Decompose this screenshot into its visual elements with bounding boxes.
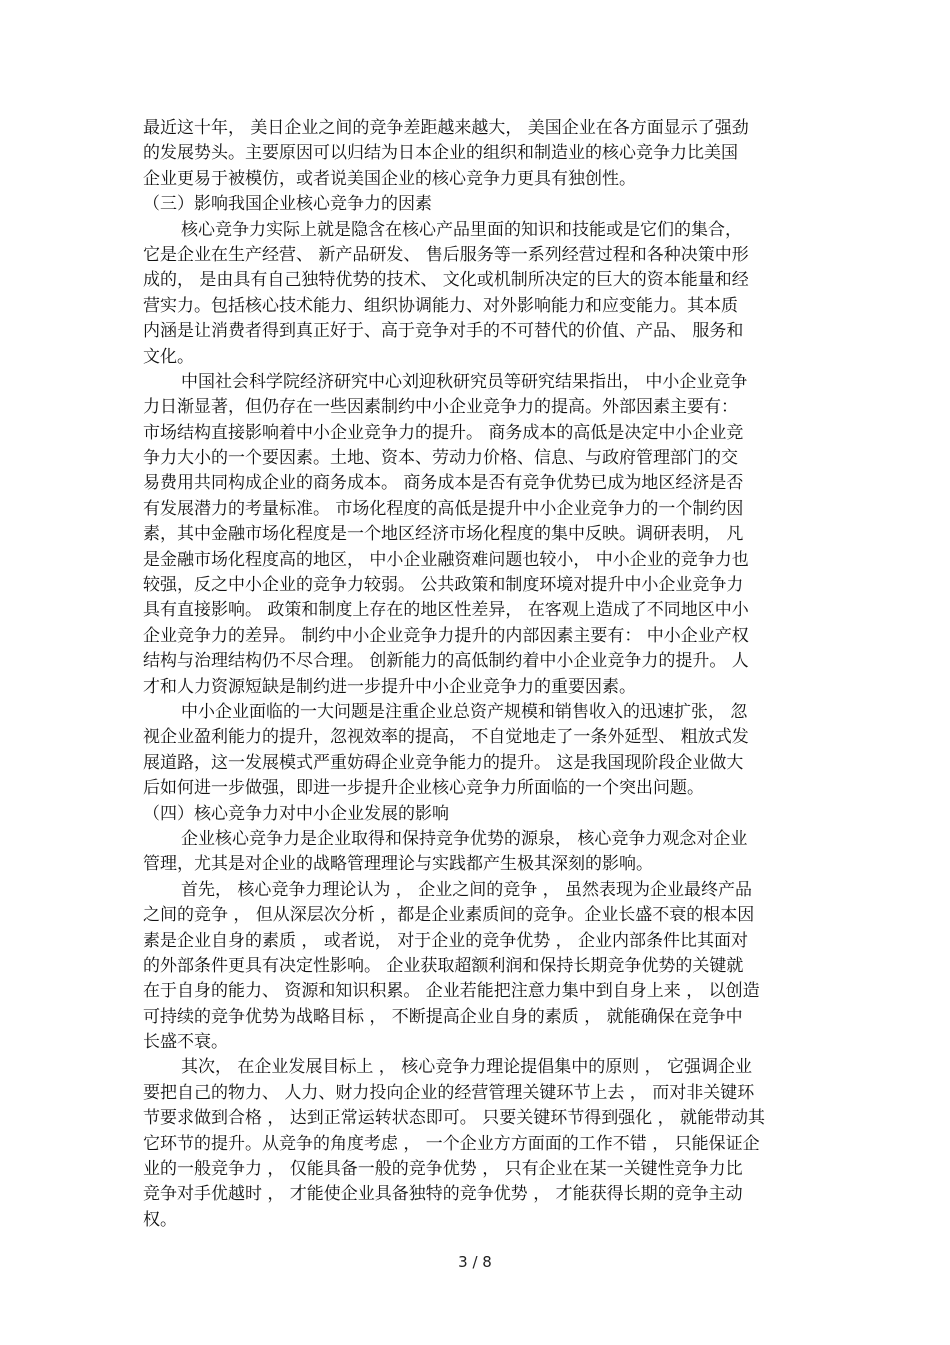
text-line: 市场结构直接影响着中小企业竞争力的提升。 商务成本的高低是决定中小企业竞 — [143, 422, 744, 443]
text-line: （四）核心竞争力对中小企业发展的影响 — [143, 803, 449, 824]
text-line: 展道路，这一发展模式严重妨碍企业竞争能力的提升。 这是我国现阶段企业做大 — [143, 752, 744, 773]
text-line: （三）影响我国企业核心竞争力的因素 — [143, 194, 432, 215]
text-line: 企业核心竞争力是企业取得和保持竞争优势的源泉， 核心竞争力观念对企业 — [181, 828, 748, 849]
text-line: 视企业盈利能力的提升，忽视效率的提高， 不自觉地走了一条外延型、 粗放式发 — [143, 727, 749, 748]
text-line: 要把自己的物力、 人力、财力投向企业的经营管理关键环节上去 ， 而对非关键环 — [143, 1082, 755, 1103]
text-line: 后如何进一步做强，即进一步提升企业核心竞争力所面临的一个突出问题。 — [143, 778, 704, 799]
document-body — [143, 116, 808, 1233]
text-line: 它环节的提升。从竞争的角度考虑 ， 一个企业方方面面的工作不错 ， 只能保证企 — [143, 1133, 760, 1154]
text-line: 企业更易于被模仿，或者说美国企业的核心竞争力更具有独创性。 — [143, 168, 636, 189]
text-line: 其次， 在企业发展目标上 ， 核心竞争力理论提倡集中的原则 ， 它强调企业 — [181, 1057, 753, 1078]
text-line: 的发展势头。主要原因可以归结为日本企业的组织和制造业的核心竞争力比美国 — [143, 143, 738, 164]
text-line: 竞争对手优越时 ， 才能使企业具备独特的竞争优势 ， 才能获得长期的竞争主动 — [143, 1184, 743, 1205]
text-line: 中小企业面临的一大问题是注重企业总资产规模和销售收入的迅速扩张， 忽 — [181, 701, 748, 722]
text-line: 在于自身的能力、 资源和知识积累。 企业若能把注意力集中到自身上来 ， 以创造 — [143, 981, 760, 1002]
text-line: 素是企业自身的素质 ， 或者说， 对于企业的竞争优势 ， 企业内部条件比其面对 — [143, 930, 749, 951]
page-number: 3 / 8 — [458, 1253, 492, 1271]
text-line: 易费用共同构成企业的商务成本。 商务成本是否有竞争优势已成为地区经济是否 — [143, 473, 744, 494]
text-line: 文化。 — [143, 346, 194, 367]
text-line: 可持续的竞争优势为战略目标 ， 不断提高企业自身的素质 ， 就能确保在竞争中 — [143, 1006, 743, 1027]
text-line: 成的， 是由具有自己独特优势的技术、 文化或机制所决定的巨大的资本能量和经 — [143, 270, 749, 291]
text-line: 企业竞争力的差异。 制约中小企业竞争力提升的内部因素主要有： 中小企业产权 — [143, 625, 749, 646]
text-line: 是金融市场化程度高的地区， 中小企业融资难问题也较小， 中小企业的竞争力也 — [143, 549, 749, 570]
text-line: 最近这十年， 美日企业之间的竞争差距越来越大， 美国企业在各方面显示了强劲 — [143, 118, 749, 138]
text-line: 节要求做到合格 ， 达到正常运转状态即可。 只要关键环节得到强化 ， 就能带动其 — [143, 1108, 766, 1129]
text-line: 长盛不衰。 — [143, 1032, 228, 1053]
text-line: 结构与治理结构仍不尽合理。 创新能力的高低制约着中小企业竞争力的提升。 人 — [143, 651, 749, 672]
text-line: 才和人力资源短缺是制约进一步提升中小企业竞争力的重要因素。 — [143, 676, 636, 697]
text-line: 管理，尤其是对企业的战略管理理论与实践都产生极其深刻的影响。 — [143, 854, 653, 875]
text-line: 具有直接影响。 政策和制度上存在的地区性差异， 在客观上造成了不同地区中小 — [143, 600, 749, 621]
text-line: 它是企业在生产经营、 新产品研发、 售后服务等一系列经营过程和各种决策中形 — [143, 244, 749, 265]
text-line: 业的一般竞争力 ， 仅能具备一般的竞争优势 ， 只有企业在某一关键性竞争力比 — [143, 1159, 743, 1180]
text-line: 首先， 核心竞争力理论认为 ， 企业之间的竞争 ， 虽然表现为企业最终产品 — [181, 879, 753, 900]
text-line: 权。 — [143, 1209, 177, 1230]
text-line: 之间的竞争 ， 但从深层次分析 ，都是企业素质间的竞争。企业长盛不衰的根本因 — [143, 905, 755, 926]
text-line: 争力大小的一个要因素。土地、资本、劳动力价格、信息、与政府管理部门的交 — [143, 448, 738, 469]
text-line: 的外部条件更具有决定性影响。 企业获取超额利润和保持长期竞争优势的关键就 — [143, 955, 744, 976]
text-line: 中国社会科学院经济研究中心刘迎秋研究员等研究结果指出， 中小企业竞争 — [181, 371, 748, 392]
text-line: 较强，反之中小企业的竞争力较弱。 公共政策和制度环境对提升中小企业竞争力 — [143, 575, 744, 596]
text-line: 有发展潜力的考量标准。 市场化程度的高低是提升中小企业竞争力的一个制约因 — [143, 498, 744, 519]
text-line: 素，其中金融市场化程度是一个地区经济市场化程度的集中反映。调研表明， 凡 — [143, 524, 744, 545]
text-line: 内涵是让消费者得到真正好于、高于竞争对手的不可替代的价值、产品、 服务和 — [143, 321, 744, 342]
text-line: 核心竞争力实际上就是隐含在核心产品里面的知识和技能或是它们的集合， — [181, 219, 742, 240]
text-line: 力日渐显著，但仍存在一些因素制约中小企业竞争力的提高。外部因素主要有： — [143, 397, 738, 418]
text-line: 营实力。包括核心技术能力、组织协调能力、对外影响能力和应变能力。其本质 — [143, 295, 738, 316]
